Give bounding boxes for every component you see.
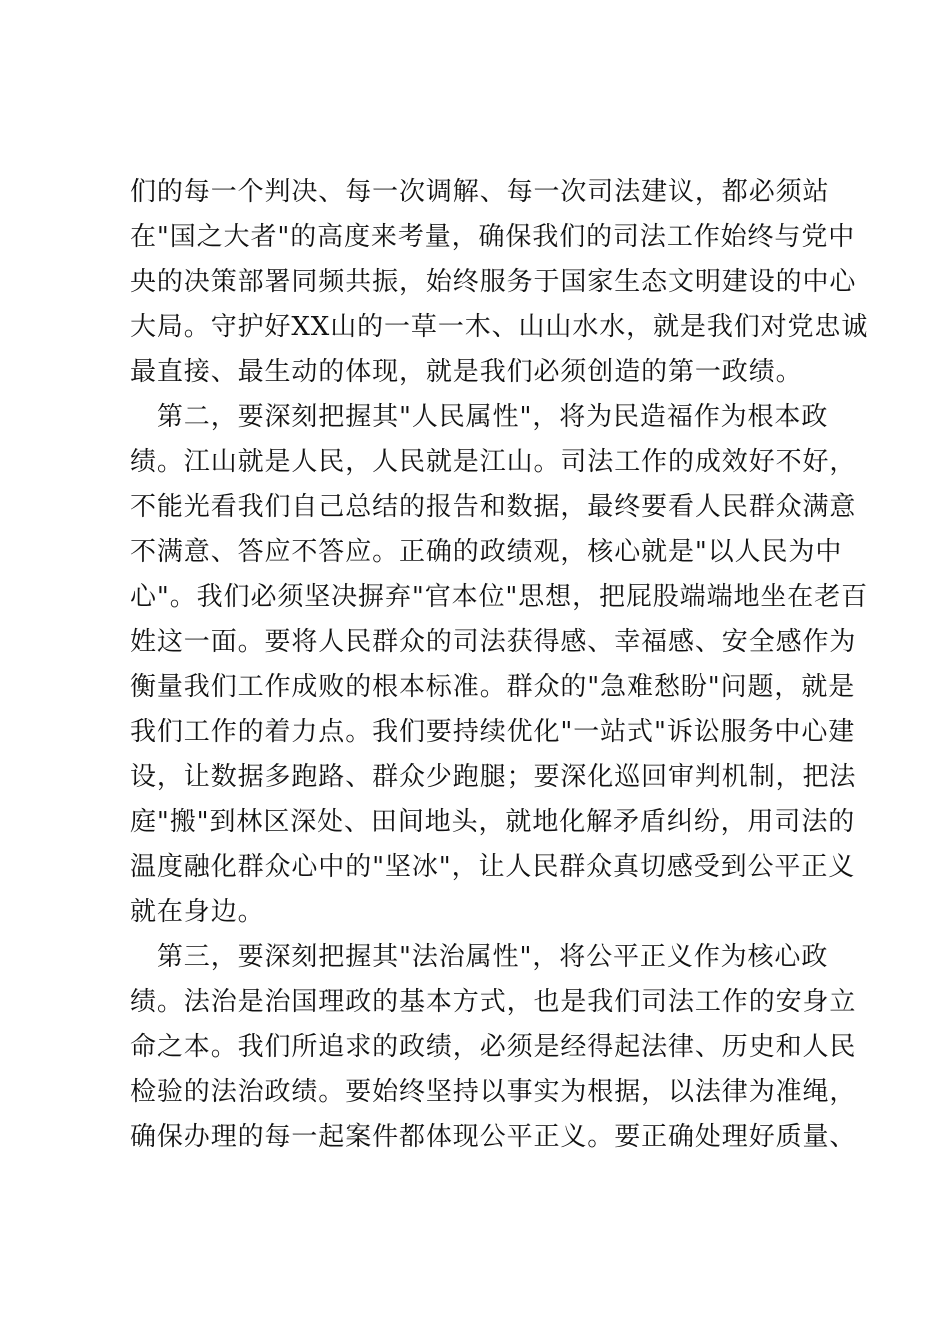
text-line: 确保办理的每一起案件都体现公平正义。要正确处理好质量、 (130, 1122, 857, 1152)
paragraph-1 (130, 170, 869, 395)
text-line: 我们工作的着力点。我们要持续优化"一站式"诉讼服务中心建 (130, 717, 856, 747)
text-line: 大局。守护好XX山的一草一木、山山水水，就是我们对党忠诚 (130, 312, 869, 342)
text-line: 央的决策部署同频共振，始终服务于国家生态文明建设的中心 (130, 267, 857, 297)
text-line: 命之本。我们所追求的政绩，必须是经得起法律、历史和人民 (130, 1032, 857, 1062)
text-line: 就在身边。 (130, 897, 265, 927)
text-line: 第二，要深刻把握其"人民属性"，将为民造福作为根本政 (130, 402, 829, 432)
text-line: 绩。法治是治国理政的基本方式，也是我们司法工作的安身立 (130, 987, 857, 1017)
text-line: 检验的法治政绩。要始终坚持以事实为根据，以法律为准绳， (130, 1077, 857, 1107)
paragraph-2 (130, 395, 868, 935)
text-line: 庭"搬"到林区深处、田间地头，就地化解矛盾纠纷，用司法的 (130, 807, 856, 837)
text-line: 第三，要深刻把握其"法治属性"，将公平正义作为核心政 (130, 942, 829, 972)
text-line: 最直接、最生动的体现，就是我们必须创造的第一政绩。 (130, 357, 803, 387)
text-line: 衡量我们工作成败的根本标准。群众的"急难愁盼"问题，就是 (130, 672, 856, 702)
text-line: 们的每一个判决、每一次调解、每一次司法建议，都必须站 (130, 177, 830, 207)
text-line: 心"。我们必须坚决摒弃"官本位"思想，把屁股端端地坐在老百 (130, 582, 868, 612)
text-line: 绩。江山就是人民，人民就是江山。司法工作的成效好不好， (130, 447, 857, 477)
paragraph-3 (130, 935, 857, 1160)
text-line: 不能光看我们自己总结的报告和数据，最终要看人民群众满意 (130, 492, 857, 522)
text-line: 姓这一面。要将人民群众的司法获得感、幸福感、安全感作为 (130, 627, 857, 657)
text-line: 不满意、答应不答应。正确的政绩观，核心就是"以人民为中 (130, 537, 843, 567)
body-text (130, 170, 869, 1160)
text-line: 设，让数据多跑路、群众少跑腿；要深化巡回审判机制，把法 (130, 762, 857, 792)
text-line: 在"国之大者"的高度来考量，确保我们的司法工作始终与党中 (130, 222, 856, 252)
text-line: 温度融化群众心中的"坚冰"，让人民群众真切感受到公平正义 (130, 852, 856, 882)
